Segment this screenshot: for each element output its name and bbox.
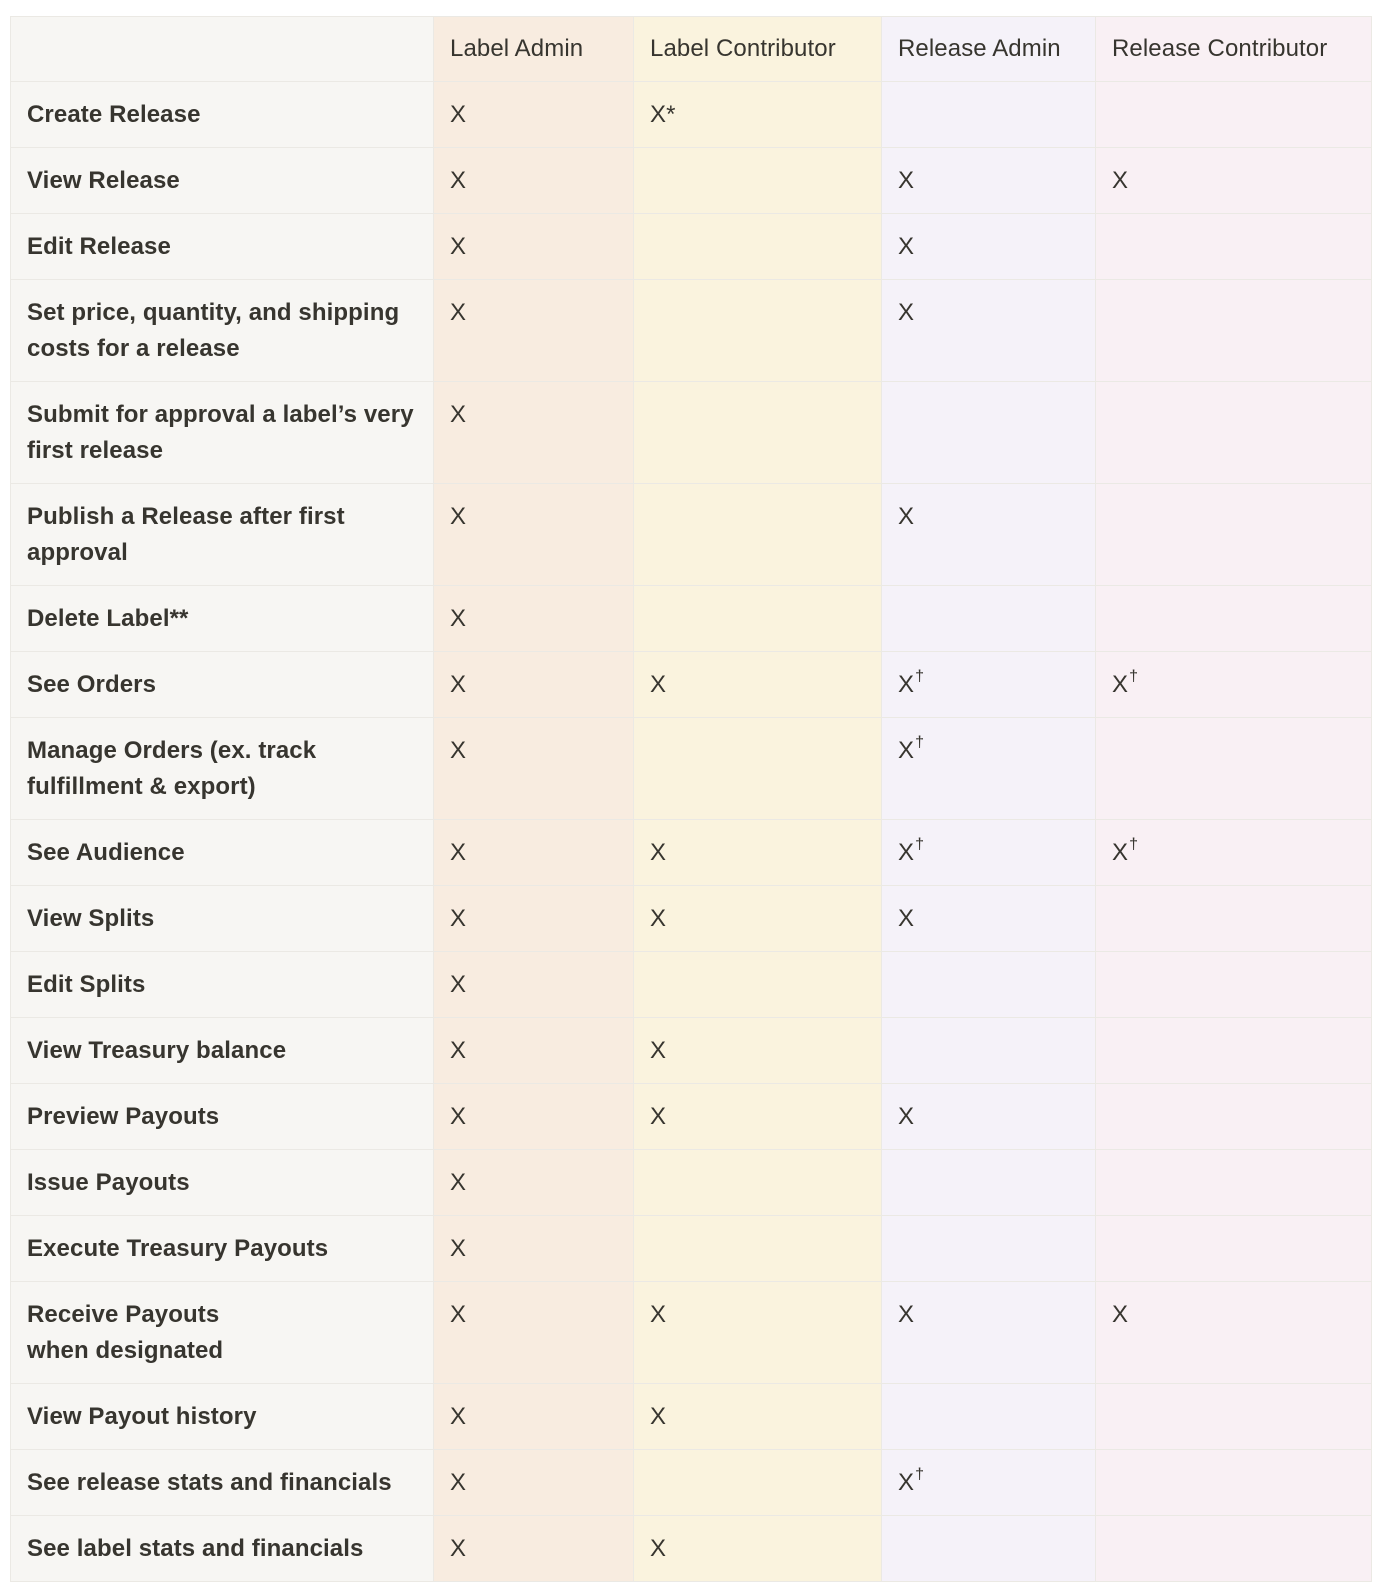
cell-release-admin [882, 382, 1096, 484]
table-row [11, 820, 1372, 886]
table-row [11, 1516, 1372, 1582]
cell-release-admin [882, 82, 1096, 148]
cell-release-contributor [1096, 1450, 1372, 1516]
cell-release-admin: X† [882, 1450, 1096, 1516]
cell-label-contributor [634, 1450, 882, 1516]
cell-label-contributor [634, 952, 882, 1018]
table-row [11, 484, 1372, 586]
table-row [11, 886, 1372, 952]
cell-label-contributor [634, 1216, 882, 1282]
table-row [11, 652, 1372, 718]
permission-label: View Treasury balance [11, 1018, 434, 1084]
header-release-admin: Release Admin [882, 17, 1096, 82]
table-body [11, 82, 1372, 1582]
cell-label-contributor: X [634, 1084, 882, 1150]
cell-label-admin: X [434, 586, 634, 652]
header-release-contributor: Release Contributor [1096, 17, 1372, 82]
cell-label-contributor: X [634, 1018, 882, 1084]
cell-release-contributor: X [1096, 148, 1372, 214]
permission-label: View Payout history [11, 1384, 434, 1450]
cell-label-admin: X [434, 952, 634, 1018]
table-row [11, 82, 1372, 148]
cell-release-contributor [1096, 1150, 1372, 1216]
cell-label-contributor [634, 586, 882, 652]
cell-label-contributor: X [634, 1282, 882, 1384]
cell-release-admin [882, 1150, 1096, 1216]
cell-release-admin [882, 586, 1096, 652]
permissions-table [10, 16, 1372, 1582]
cell-release-contributor [1096, 1018, 1372, 1084]
cell-release-admin [882, 952, 1096, 1018]
table-row [11, 280, 1372, 382]
dagger-mark: † [915, 836, 925, 853]
cell-release-contributor [1096, 1084, 1372, 1150]
cell-release-contributor [1096, 952, 1372, 1018]
cell-label-admin: X [434, 148, 634, 214]
table-row [11, 148, 1372, 214]
cell-label-admin: X [434, 652, 634, 718]
permission-label: See label stats and financials [11, 1516, 434, 1582]
permission-label: View Splits [11, 886, 434, 952]
permission-label: Submit for approval a label’s very first release [11, 382, 434, 484]
cell-label-admin: X [434, 82, 634, 148]
cell-release-contributor [1096, 382, 1372, 484]
permission-label: Set price, quantity, and shipping costs for a release [11, 280, 434, 382]
cell-label-contributor: X* [634, 82, 882, 148]
cell-release-admin: X [882, 214, 1096, 280]
header-label-contributor: Label Contributor [634, 17, 882, 82]
permission-label: Publish a Release after first approval [11, 484, 434, 586]
cell-label-contributor [634, 280, 882, 382]
permission-label: See Audience [11, 820, 434, 886]
cell-release-admin: X [882, 484, 1096, 586]
cell-release-contributor [1096, 1516, 1372, 1582]
table-row [11, 1282, 1372, 1384]
cell-release-admin [882, 1516, 1096, 1582]
cell-release-contributor [1096, 586, 1372, 652]
cell-release-contributor [1096, 82, 1372, 148]
cell-label-contributor: X [634, 1384, 882, 1450]
dagger-mark: † [915, 668, 925, 685]
cell-release-admin: X† [882, 718, 1096, 820]
cell-release-admin [882, 1216, 1096, 1282]
cell-release-contributor: X [1096, 1282, 1372, 1384]
header-cell-empty [11, 17, 434, 82]
cell-label-admin: X [434, 1216, 634, 1282]
cell-label-contributor: X [634, 820, 882, 886]
cell-release-admin: X† [882, 820, 1096, 886]
permission-label: Edit Release [11, 214, 434, 280]
cell-label-admin: X [434, 1516, 634, 1582]
cell-release-admin: X [882, 148, 1096, 214]
cell-release-contributor: X† [1096, 652, 1372, 718]
cell-label-contributor [634, 718, 882, 820]
permission-label: Edit Splits [11, 952, 434, 1018]
cell-label-admin: X [434, 214, 634, 280]
permission-label: Create Release [11, 82, 434, 148]
cell-label-contributor: X [634, 652, 882, 718]
table-row [11, 1450, 1372, 1516]
cell-release-contributor [1096, 214, 1372, 280]
table-row [11, 586, 1372, 652]
cell-release-admin: X [882, 886, 1096, 952]
table-row [11, 952, 1372, 1018]
cell-label-contributor [634, 484, 882, 586]
cell-release-contributor [1096, 1384, 1372, 1450]
table-row [11, 382, 1372, 484]
dagger-mark: † [915, 734, 925, 751]
cell-release-contributor: X† [1096, 820, 1372, 886]
cell-release-admin: X [882, 1084, 1096, 1150]
cell-label-contributor [634, 214, 882, 280]
cell-label-contributor: X [634, 1516, 882, 1582]
header-label-admin: Label Admin [434, 17, 634, 82]
cell-label-admin: X [434, 1384, 634, 1450]
cell-label-admin: X [434, 1450, 634, 1516]
dagger-mark: † [915, 1466, 925, 1483]
permission-label: Delete Label** [11, 586, 434, 652]
permission-label: Execute Treasury Payouts [11, 1216, 434, 1282]
cell-label-admin: X [434, 1282, 634, 1384]
permission-label: Preview Payouts [11, 1084, 434, 1150]
permission-label: View Release [11, 148, 434, 214]
cell-label-admin: X [434, 886, 634, 952]
dagger-mark: † [1129, 836, 1139, 853]
cell-release-admin: X† [882, 652, 1096, 718]
cell-label-contributor [634, 382, 882, 484]
cell-label-admin: X [434, 484, 634, 586]
dagger-mark: † [1129, 668, 1139, 685]
cell-release-admin [882, 1018, 1096, 1084]
table-row [11, 1018, 1372, 1084]
table-row [11, 214, 1372, 280]
cell-release-contributor [1096, 280, 1372, 382]
cell-label-admin: X [434, 1150, 634, 1216]
cell-label-admin: X [434, 820, 634, 886]
cell-release-contributor [1096, 1216, 1372, 1282]
permission-label: Manage Orders (ex. track fulfillment & export) [11, 718, 434, 820]
permission-label: Issue Payouts [11, 1150, 434, 1216]
table-row [11, 1084, 1372, 1150]
cell-release-admin: X [882, 280, 1096, 382]
cell-release-admin [882, 1384, 1096, 1450]
cell-release-contributor [1096, 484, 1372, 586]
cell-label-admin: X [434, 382, 634, 484]
permission-label: Receive Payouts when designated [11, 1282, 434, 1384]
cell-label-contributor [634, 1150, 882, 1216]
table-row [11, 1150, 1372, 1216]
table-row [11, 1216, 1372, 1282]
table-row [11, 718, 1372, 820]
cell-label-admin: X [434, 280, 634, 382]
cell-release-contributor [1096, 718, 1372, 820]
cell-label-contributor: X [634, 886, 882, 952]
header-row [11, 17, 1372, 82]
permissions-table-container [10, 16, 1371, 1582]
cell-release-contributor [1096, 886, 1372, 952]
cell-label-contributor [634, 148, 882, 214]
cell-label-admin: X [434, 718, 634, 820]
cell-release-admin: X [882, 1282, 1096, 1384]
cell-label-admin: X [434, 1084, 634, 1150]
permission-label: See Orders [11, 652, 434, 718]
permission-label: See release stats and financials [11, 1450, 434, 1516]
table-row [11, 1384, 1372, 1450]
cell-label-admin: X [434, 1018, 634, 1084]
